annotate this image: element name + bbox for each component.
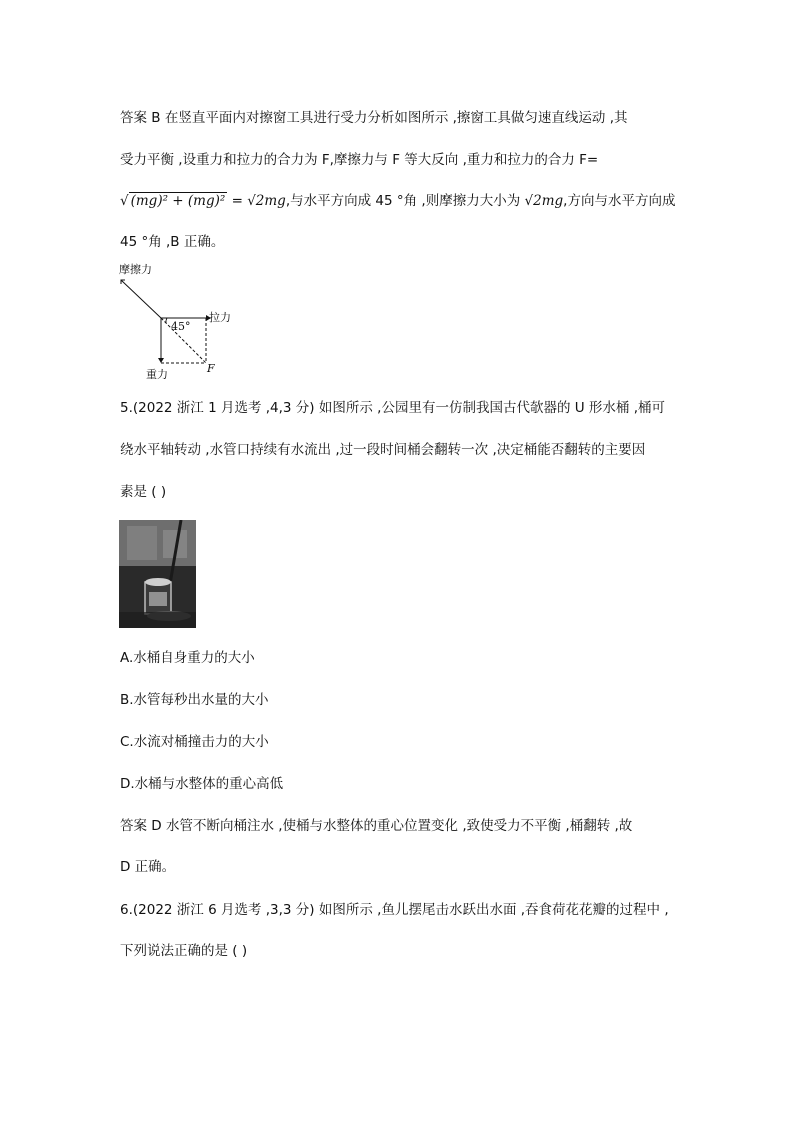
answer4-line3-text2: ,方向与水平方向成: [563, 193, 676, 209]
pull-label: 拉力: [209, 311, 231, 324]
force-value: √2mg: [247, 193, 286, 209]
option-a: A.水桶自身重力的大小: [120, 650, 255, 666]
q5-line1: 5.(2022 浙江 1 月选考 ,4,3 分) 如图所示 ,公园里有一仿制我国古代欹器的 U 形水桶 ,桶可: [120, 400, 665, 416]
answer4-line2: 受力平衡 ,设重力和拉力的合力为 F,摩擦力与 F 等大反向 ,重力和拉力的合力 F=: [120, 152, 599, 168]
force-diagram: [115, 262, 245, 382]
answer4-line3: [120, 191, 675, 211]
friction-label: 摩擦力: [119, 263, 152, 276]
answer4-line1: 答案 B 在竖直平面内对擦窗工具进行受力分析如图所示 ,擦窗工具做匀速直线运动 ,其: [120, 110, 628, 126]
gravity-arrowhead: [158, 358, 164, 363]
equals-sign: =: [227, 193, 248, 209]
resultant-label: F: [207, 362, 215, 375]
q6-line1: 6.(2022 浙江 6 月选考 ,3,3 分) 如图所示 ,鱼儿摆尾击水跃出水面 ,吞食荷花花瓣的过程中 ,: [120, 902, 669, 918]
sqrt-expression: √ (mg)² + (mg)²: [120, 193, 226, 209]
option-c: C.水流对桶撞击力的大小: [120, 734, 269, 750]
friction-value: √2mg: [524, 193, 564, 209]
gravity-label: 重力: [146, 368, 168, 381]
option-b: B.水管每秒出水量的大小: [120, 692, 269, 708]
friction-arrow: [121, 280, 161, 318]
q5-line2: 绕水平轴转动 ,水管口持续有水流出 ,过一段时间桶会翻转一次 ,决定桶能否翻转的主要因: [120, 442, 646, 458]
answer4-line3-text: ,与水平方向成 45 °角 ,则摩擦力大小为: [285, 193, 525, 209]
q6-line2: 下列说法正确的是 ( ): [120, 943, 248, 959]
q5-answer-line1: 答案 D 水管不断向桶注水 ,使桶与水整体的重心位置变化 ,致使受力不平衡 ,桶翻转 ,故: [120, 818, 633, 834]
answer4-line4: 45 °角 ,B 正确。: [120, 234, 225, 250]
bucket-photo: [119, 520, 196, 628]
angle-label: 45°: [171, 320, 191, 333]
option-d: D.水桶与水整体的重心高低: [120, 776, 284, 792]
angle-arc: [166, 318, 167, 323]
q5-line3: 素是 ( ): [120, 484, 167, 500]
bucket-photo-image: [119, 520, 196, 628]
q5-answer-line2: D 正确。: [120, 859, 176, 875]
